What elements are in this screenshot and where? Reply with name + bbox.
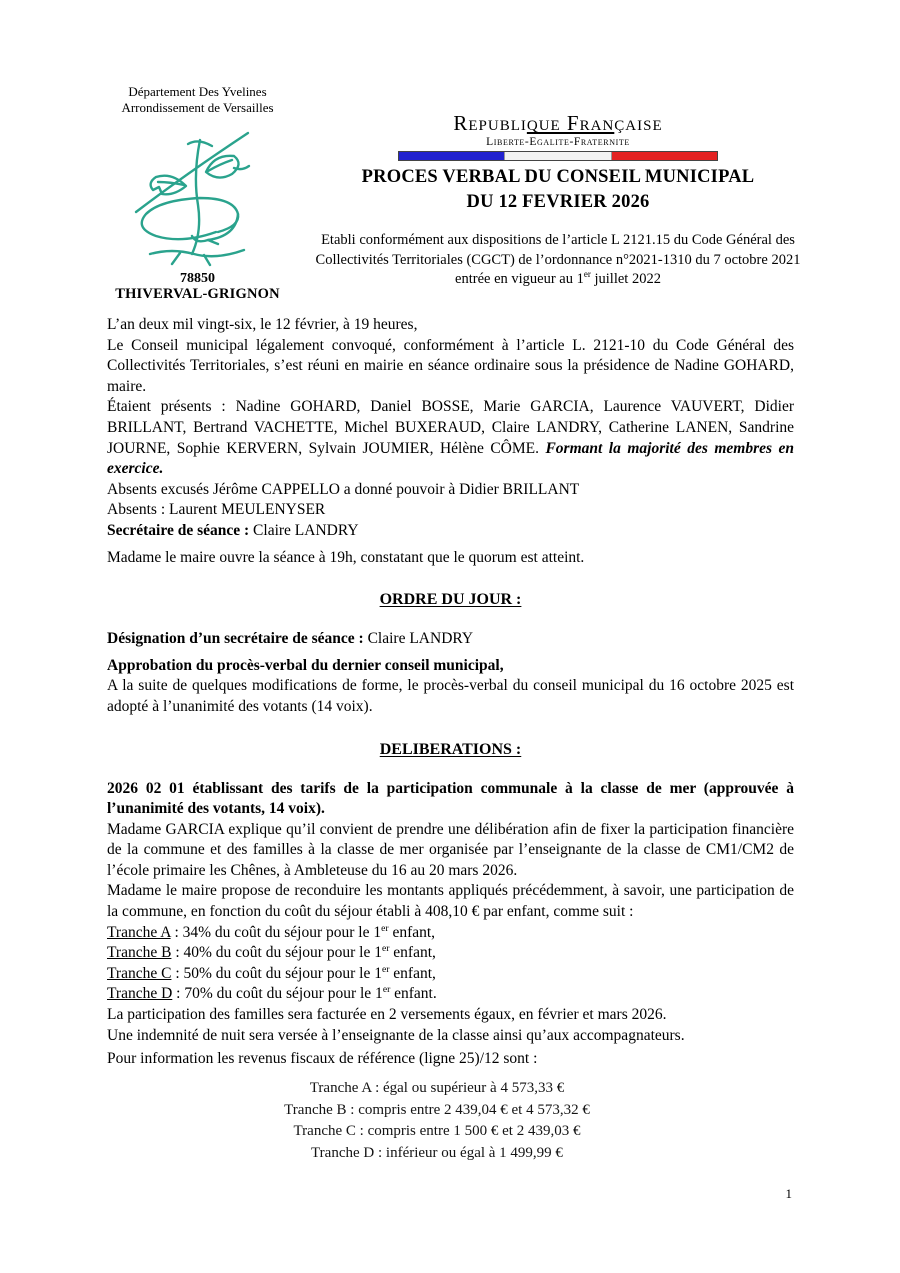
tranche-d-label: Tranche D [107, 985, 173, 1003]
document-body [107, 315, 794, 1165]
tranche-d-suffix: enfant. [390, 985, 437, 1003]
document-title-line1: PROCES VERBAL DU CONSEIL MUNICIPAL [361, 167, 755, 187]
deliberation-1-intro: Madame GARCIA explique qu’il convient de prendre une délibération afin de fixer la participation financière de la commune et des familles à la classe de mer organisée par l’enseignante de la classe de CM1/CM2 de l’école primaire les Chênes, à Ambleteuse du 16 au 20 mars 2026. [107, 820, 794, 879]
revenus-tranche-a: Tranche A : égal ou supérieur à 4 573,33 € [309, 1079, 565, 1096]
flag-white-segment [504, 152, 611, 160]
revenus-tranche-c: Tranche C : compris entre 1 500 € et 2 439,03 € [293, 1123, 581, 1140]
page-number: 1 [785, 1186, 792, 1201]
document-title-line2: DU 12 FEVRIER 2026 [466, 192, 650, 212]
legal-reference [300, 231, 816, 290]
commune-block [95, 84, 300, 302]
flag-red-segment [612, 152, 717, 160]
french-flag-bar [398, 151, 718, 161]
republic-block [300, 110, 816, 302]
tranche-c-text: : 50% du coût du séjour pour le 1 [171, 964, 382, 982]
sapling-signature-icon [122, 120, 274, 270]
tranche-d-text: : 70% du coût du séjour pour le 1 [172, 985, 383, 1003]
tranche-a-line [107, 923, 794, 944]
presents-list: Étaient présents : Nadine GOHARD, Daniel BOSSE, Marie GARCIA, Laurence VAUVERT, Didier BRILLANT, Bertrand VACHETTE, Michel BUXERAUD, Claire LANDRY, Catherine LANEN, Sandrine JOURNE, Sophie KERVERN, Sylvain JOUMIER, Hélène CÔME. [107, 398, 794, 457]
legal-reference-end: juillet 2022 [590, 271, 661, 287]
approbation-title: Approbation du procès-verbal du dernier conseil municipal, [107, 656, 504, 674]
indemnite-line: Une indemnité de nuit sera versée à l’enseignante de la classe ainsi qu’aux accompagnateurs. [107, 1026, 685, 1044]
presents-paragraph [107, 397, 794, 479]
republic-title [300, 110, 816, 136]
absents-excuses-line: Absents excusés Jérôme CAPPELLO a donné pouvoir à Didier BRILLANT [107, 480, 580, 498]
tranche-c-sup: er [381, 963, 390, 975]
tranche-a-label: Tranche A [107, 923, 171, 941]
deliberation-1-proposition: Madame le maire propose de reconduire les montants appliqués précédemment, à savoir, une participation de la commune, en fonction du coût du séjour établi à 408,10 € par enfant, comme suit : [107, 882, 794, 921]
tranche-c-label: Tranche C [107, 964, 172, 982]
secretaire-value: Claire LANDRY [253, 521, 359, 539]
majority-note: Formant la majorité des membres en exercice. [107, 439, 794, 478]
tranche-a-text: : 34% du coût du séjour pour le 1 [170, 923, 382, 941]
legal-reference-text: Etabli conformément aux dispositions de l’article L 2121.15 du Code Général des Collectivités Territoriales (CGCT) de l’ordonnance n°2021-1310 du 7 octobre 2021 entrée en vigueur au 1 [315, 232, 801, 287]
deliberations-heading: DELIBERATIONS : [379, 740, 522, 758]
tranche-c-line [107, 964, 794, 985]
convocation-paragraph: Le Conseil municipal légalement convoqué, conformément à l’article L. 2121-10 du Code Général des Collectivités Territoriales, s’est réuni en mairie en séance ordinaire sous la présidence de Nadine GOHARD, maire. [107, 336, 794, 395]
revenus-intro-line: Pour information les revenus fiscaux de référence (ligne 25)/12 sont : [107, 1050, 538, 1068]
secretaire-label: Secrétaire de séance : [107, 521, 254, 539]
tranche-b-label: Tranche B [107, 944, 172, 962]
designation-value: Claire LANDRY [367, 630, 474, 648]
tranche-a-suffix: enfant, [388, 923, 436, 941]
republic-part3: çaise [614, 111, 663, 135]
page-header [0, 0, 900, 302]
tranche-d-line [107, 984, 794, 1005]
revenus-reference-block [202, 1078, 672, 1165]
commune-name: THIVERVAL-GRIGNON [115, 285, 280, 302]
session-date-line: L’an deux mil vingt-six, le 12 février, à 19 heures, [107, 316, 418, 333]
tranche-b-suffix: enfant, [389, 944, 436, 962]
document-title [300, 165, 816, 215]
designation-label: Désignation d’un secrétaire de séance : [107, 630, 368, 648]
deliberation-1-title: 2026 02 01 établissant des tarifs de la participation communale à la classe de mer (approuvée à l’unanimité des votants, 14 voix). [107, 779, 794, 818]
republic-motto: Liberte-Egalite-Fraternite [486, 136, 630, 148]
tranche-b-line [107, 943, 794, 964]
republic-part1: Republi [453, 111, 527, 135]
facturation-line: La participation des familles sera facturée en 2 versements égaux, en février et mars 2026. [107, 1006, 667, 1024]
tranche-b-sup: er [381, 943, 390, 955]
designation-line [107, 629, 794, 650]
postal-code: 78850 [180, 271, 215, 286]
legal-reference-sup: er [583, 269, 591, 280]
ordre-du-jour-heading: ORDRE DU JOUR : [379, 591, 522, 609]
flag-blue-segment [399, 152, 504, 160]
tranche-c-suffix: enfant, [389, 964, 436, 982]
revenus-tranche-b: Tranche B : compris entre 2 439,04 € et 4 573,32 € [284, 1101, 590, 1118]
approbation-text: A la suite de quelques modifications de forme, le procès-verbal du conseil municipal du 16 octobre 2025 est adopté à l’unanimité des votants (14 voix). [107, 677, 794, 715]
republic-part2: que Fran [526, 111, 615, 135]
ouverture-line: Madame le maire ouvre la séance à 19h, constatant que le quorum est atteint. [107, 548, 585, 566]
department-line: Département Des Yvelines [128, 84, 267, 99]
commune-logo [95, 120, 300, 270]
revenus-tranche-d: Tranche D : inférieur ou égal à 1 499,99 € [311, 1145, 563, 1162]
tranche-b-text: : 40% du coût du séjour pour le 1 [171, 944, 382, 962]
tranche-a-sup: er [381, 922, 389, 934]
absents-line: Absents : Laurent MEULENYSER [107, 501, 326, 519]
secretaire-line [107, 521, 794, 542]
arrondissement-line: Arrondissement de Versailles [121, 99, 274, 115]
tranche-d-sup: er [382, 984, 391, 996]
